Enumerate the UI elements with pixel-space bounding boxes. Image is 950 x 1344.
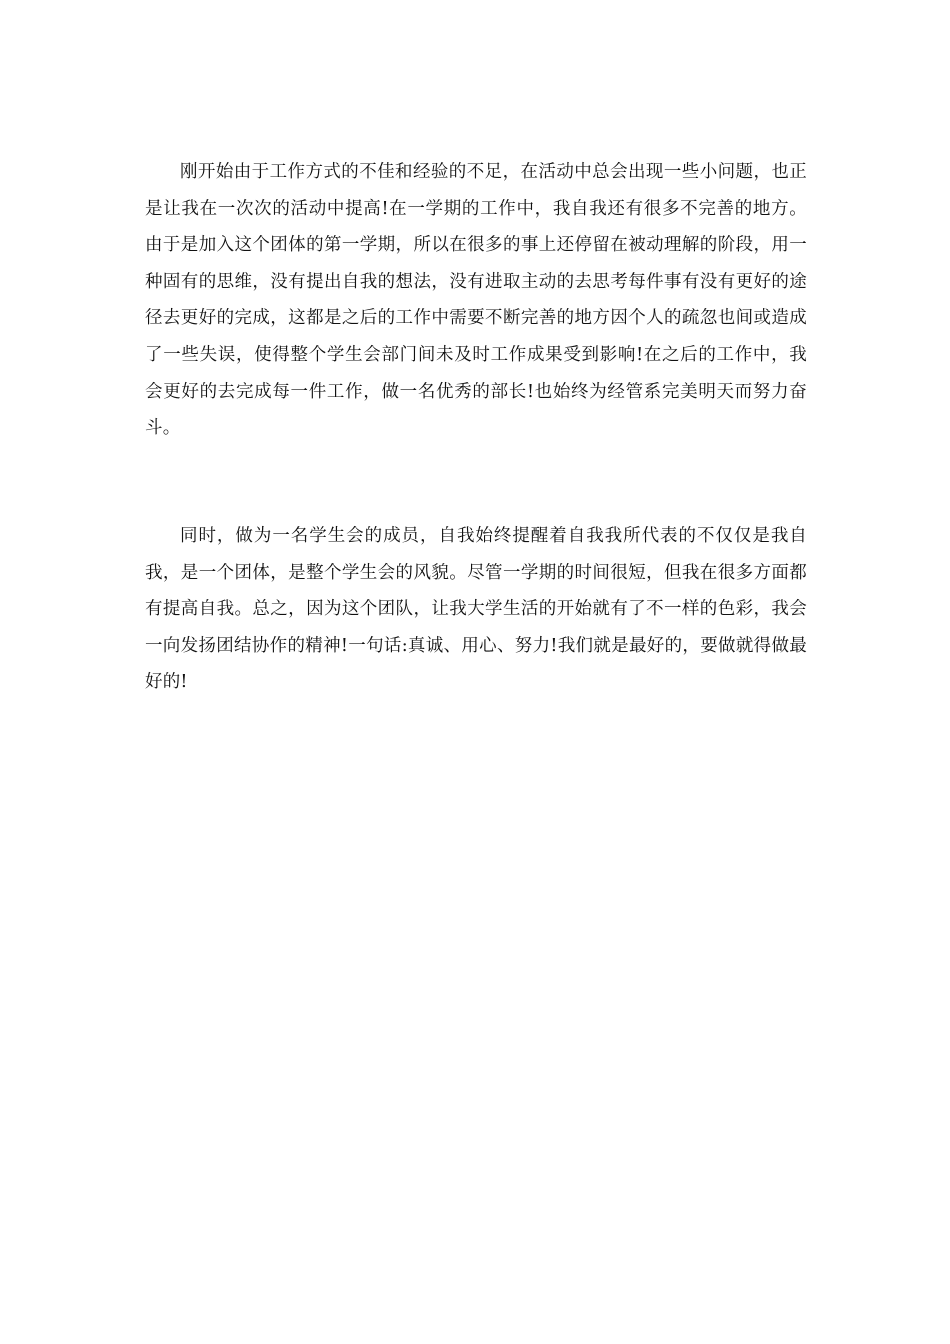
body-paragraph-2: 同时，做为一名学生会的成员，自我始终提醒着自我我所代表的不仅仅是我自我，是一个团体，是整个学生会的风貌。尽管一学期的时间很短，但我在很多方面都有提高自我。总之，因为这个团队，让我大学生活的开始就有了不一样的色彩，我会一向发扬团结协作的精神!一句话:真诚、用心、努力!我们就是最好的，要做就得做最好的! xyxy=(145,526,807,693)
body-paragraph-1: 刚开始由于工作方式的不佳和经验的不足，在活动中总会出现一些小问题，也正是让我在一次次的活动中提高!在一学期的工作中，我自我还有很多不完善的地方。由于是加入这个团体的第一学期，所以在很多的事上还停留在被动理解的阶段，用一种固有的思维，没有提出自我的想法，没有进取主动的去思考每件事有没有更好的途径去更好的完成，这都是之后的工作中需要不断完善的地方因个人的疏忽也间或造成了一些失误，使得整个学生会部门间未及时工作成果受到影响!在之后的工作中，我会更好的去完成每一件工作，做一名优秀的部长!也始终为经管系完美明天而努力奋斗。 xyxy=(145,162,807,439)
